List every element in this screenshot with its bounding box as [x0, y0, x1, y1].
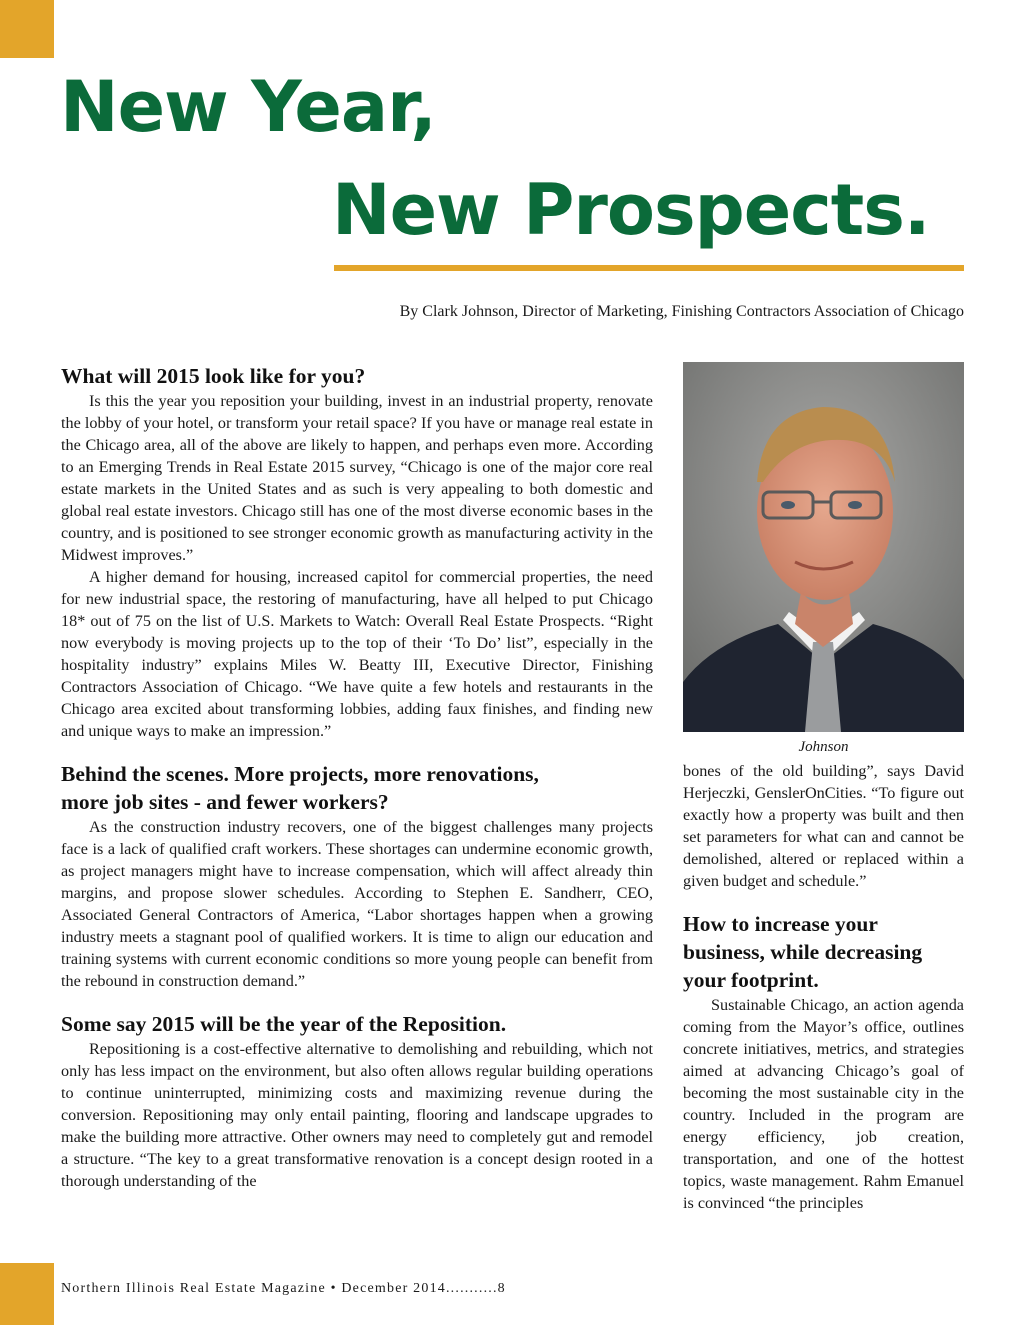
corner-accent-top [0, 0, 54, 58]
left-column [61, 362, 653, 1192]
section1-heading: What will 2015 look like for you? [61, 364, 366, 388]
section1-paragraph-2: A higher demand for housing, increased capitol for commercial properties, the need for new industrial space, the restoring of manufacturing, have all helped to put Chicago 18* out of 75 on the list of U.S. Markets to Watch: Overall Real Estate Prospects. “Right now everybody is moving projects up to the top of their ‘To Do’ list”, especially in the hospitality industry” explains Miles W. Beatty III, Executive Director, Finishing Contractors Association of Chicago. “We have quite a few hotels and restaurants in the Chicago area excited about transforming lobbies, adding faux finishes, and finding new and unique ways to make an impression.” [61, 568, 653, 740]
section2-paragraph-1: As the construction industry recovers, one of the biggest challenges many projects face is a lack of qualified craft workers. These shortages can undermine economic growth, as project managers might have to increase compensation, which will affect already thin margins, and propose slower schedules. According to Stephen E. Sandherr, CEO, Associated General Contractors of America, “Labor shortages happen when a growing industry meets a stagnant pool of qualified workers. It is time to align our education and training systems with current economic conditions so more young people can benefit from the rebound in construction demand.” [61, 818, 653, 990]
title-underline [334, 265, 964, 271]
photo-caption: Johnson [798, 739, 849, 755]
page-footer: Northern Illinois Real Estate Magazine • December 2014...........8 [61, 1281, 506, 1296]
section2-heading-line-2: more job sites - and fewer workers? [61, 790, 389, 814]
title-line-1: New Year, [60, 66, 436, 148]
section4-heading-line-3: your footprint. [683, 968, 819, 992]
continued-text: bones of the old building”, says David Herjeczki, GenslerOnCities. “To figure out exactly how a property was built and then set parameters for what can and cannot be demolished, altered or replaced within a given budget and schedule.” [683, 762, 964, 890]
title-line-2: New Prospects. [332, 169, 930, 251]
section3-paragraph-1: Repositioning is a cost-effective alternative to demolishing and rebuilding, which not only has less impact on the environment, but also often allows regular building operations to continue uninterrupted, minimizing costs and maximizing revenue during the conversion. Repositioning may only entail painting, flooring and landscape upgrades to make the building more attractive. Other owners may need to completely gut and remodel a structure. “The key to a great transformative renovation is a concept design rooted in a thorough understanding of the [61, 1040, 653, 1190]
right-column [683, 362, 964, 1214]
section3-heading: Some say 2015 will be the year of the Reposition. [61, 1012, 507, 1036]
section2-heading [61, 760, 653, 816]
johnson-portrait-photo [683, 362, 964, 732]
section2-heading-line-1: Behind the scenes. More projects, more renovations, [61, 762, 539, 786]
byline: By Clark Johnson, Director of Marketing, Finishing Contractors Association of Chicago [399, 303, 964, 320]
section4-paragraph-1: Sustainable Chicago, an action agenda coming from the Mayor’s office, outlines concrete initiatives, metrics, and strategies aimed at advancing Chicago’s goal of becoming the most sustainable city in the country. Included in the program are energy efficiency, job creation, transportation, and one of the hottest topics, waste management. Rahm Emanuel is convinced “the principles [683, 996, 964, 1212]
section4-heading-line-1: How to increase your [683, 912, 878, 936]
section4-heading [683, 910, 964, 994]
section1-paragraph-1: Is this the year you reposition your building, invest in an industrial property, renovate the lobby of your hotel, or transform your retail space? If you have or manage real estate in the Chicago area, all of the above are likely to happen, and perhaps even more. According to an Emerging Trends in Real Estate 2015 survey, “Chicago is one of the major core real estate markets in the United States and as such is very appealing to both domestic and global real estate investors. Chicago still has one of the most diverse economic bases in the country, and is positioned to see stronger economic growth as manufacturing activity in the Midwest improves.” [61, 392, 653, 564]
corner-accent-bottom [0, 1263, 54, 1325]
section4-heading-line-2: business, while decreasing [683, 940, 923, 964]
